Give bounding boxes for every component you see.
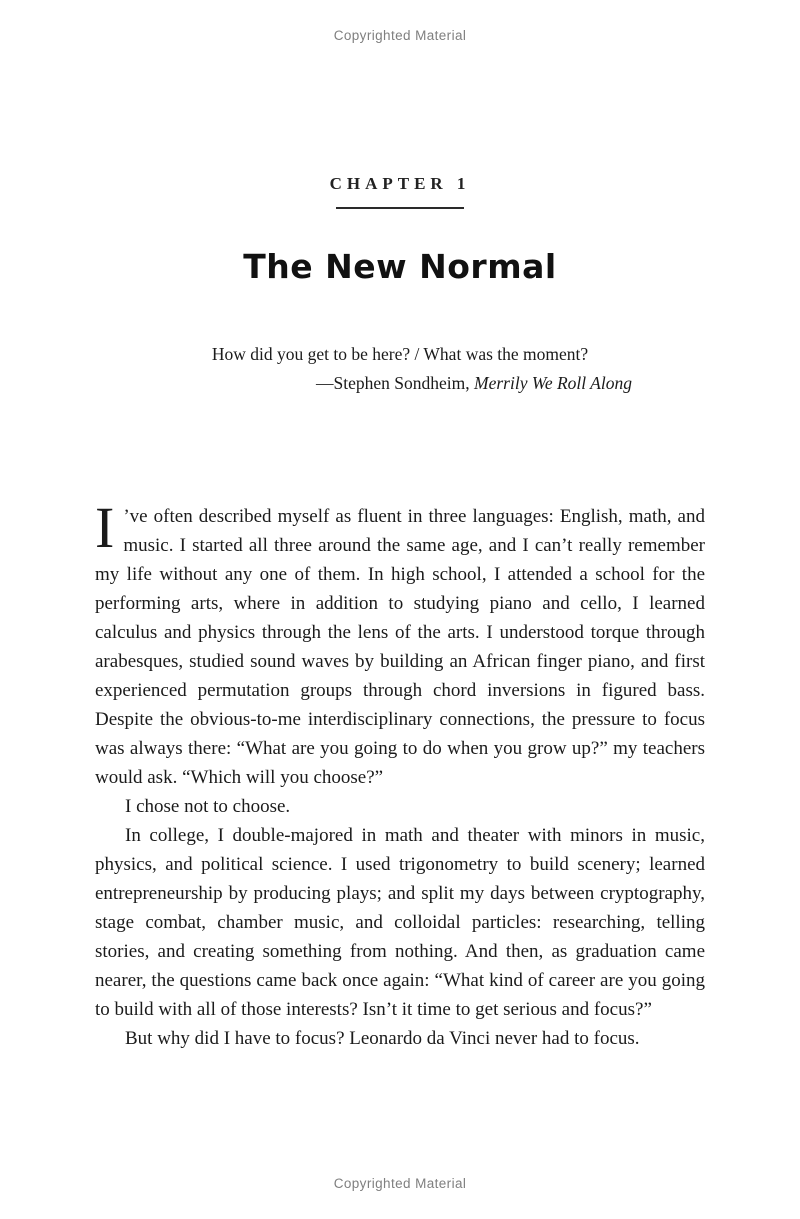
paragraph-2: I chose not to choose.	[125, 796, 291, 817]
epigraph	[164, 340, 636, 398]
chapter-label: CHAPTER 1	[329, 174, 471, 193]
paragraph-4: But why did I have to focus? Leonardo da Vinci never had to focus.	[125, 1028, 640, 1049]
epigraph-attribution-author: —Stephen Sondheim,	[316, 373, 475, 393]
chapter-divider-rule	[336, 207, 464, 209]
paragraph-1-text: ’ve often described myself as fluent in three languages: English, math, and music. I started all three around the same age, and I can’t really remember my life without any one of them. In high school, I attended a school for the performing arts, where in addition to studying piano and cello, I learned calculus and physics through the lens of the arts. I understood torque through arabesques, studied sound waves by building an African finger piano, and first experienced permutation groups through chord inversions in figured bass. Despite the obvious-to-me interdisciplinary connections, the pressure to focus was always there: “What are you going to do when you grow up?” my teachers would ask. “Which will you choose?”	[95, 506, 705, 788]
epigraph-attribution	[164, 369, 636, 398]
copyright-notice-bottom: Copyrighted Material	[333, 1176, 467, 1191]
copyright-notice-top: Copyrighted Material	[333, 28, 467, 43]
body-text	[95, 495, 705, 1053]
paragraph-1	[95, 495, 705, 792]
chapter-title: The New Normal	[243, 247, 557, 286]
epigraph-attribution-work: Merrily We Roll Along	[474, 373, 632, 393]
epigraph-quote: How did you get to be here? / What was the moment?	[211, 344, 589, 364]
drop-cap: I	[95, 495, 115, 560]
paragraph-3: In college, I double-majored in math and theater with minors in music, physics, and political science. I used trigonometry to build scenery; learned entrepreneurship by producing plays; and split my days between cryptography, stage combat, chamber music, and colloidal particles: researching, telling stories, and creating something from nothing. And then, as graduation came nearer, the questions came back once again: “What kind of career are you going to build with all of those interests? Isn’t it time to get serious and focus?”	[95, 825, 705, 1020]
